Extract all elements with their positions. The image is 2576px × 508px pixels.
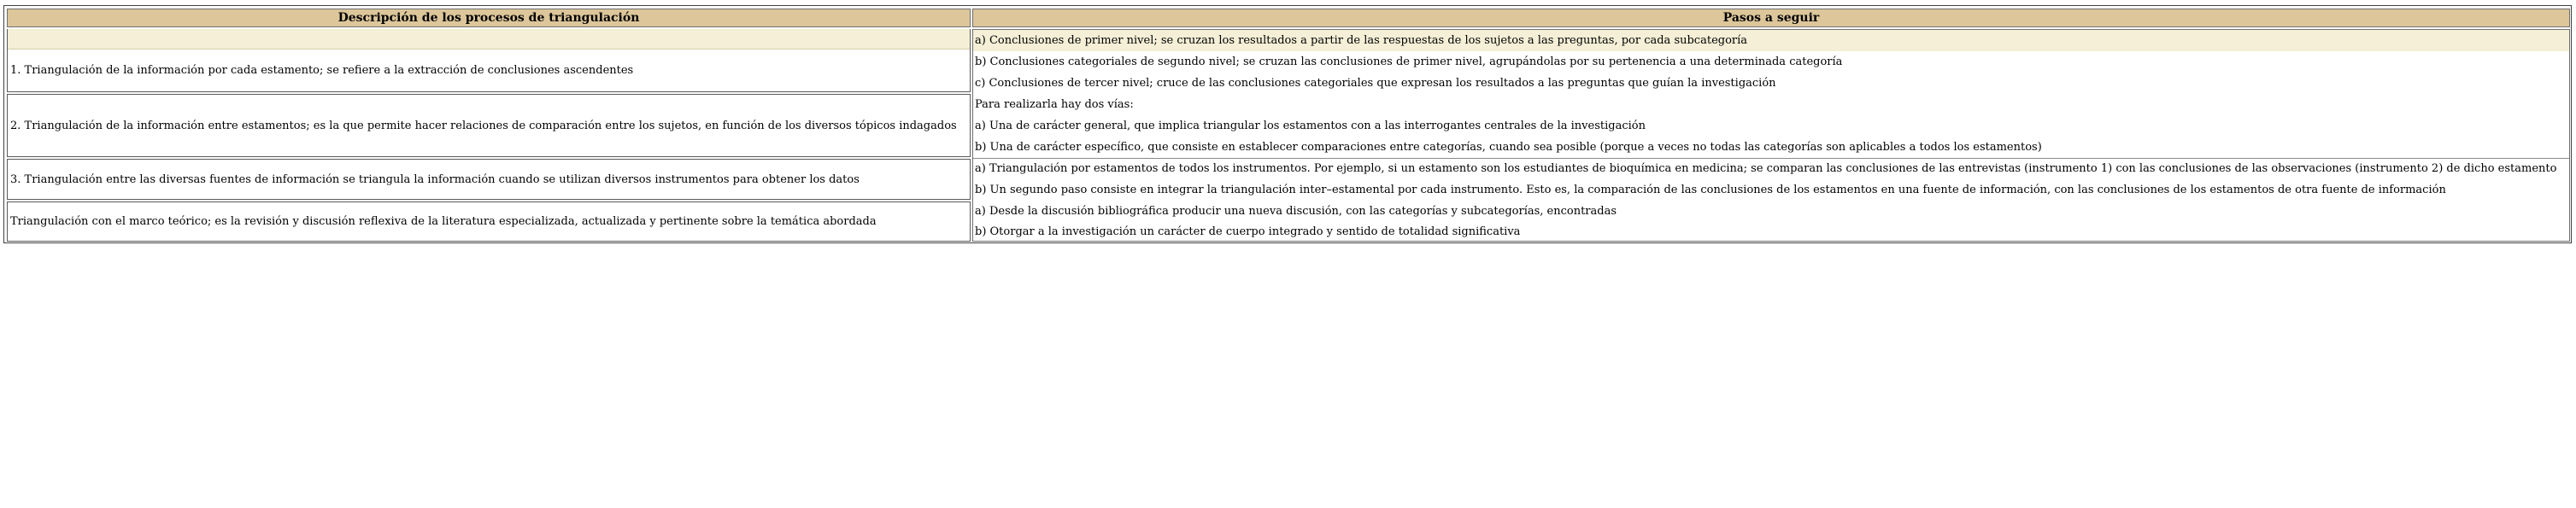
header-steps: Pasos a seguir [972, 9, 2570, 27]
step-2-intro: Para realizarla hay dos vías: [975, 98, 1134, 111]
step-2b: b) Una de carácter específico, que consiste en establecer comparaciones entre categorías, cuando sea posible (porque a veces no todas las categorías son aplicables a todos los estamentos) [975, 141, 2042, 154]
description-text-1: 1. Triangulación de la información por cada estamento; se refiere a la extracción de conclusiones ascendentes [10, 64, 634, 77]
description-cell-3: 3. Triangulación entre las diversas fuentes de información se triangula la información cuando se utilizan diversos instrumentos para obtener los datos [7, 159, 971, 200]
step-4b: b) Otorgar a la investigación un carácter de cuerpo integrado y sentido de totalidad significativa [975, 225, 1521, 238]
step-4a: a) Desde la discusión bibliográfica producir una nueva discusión, con las categorías y subcategorías, encontradas [975, 205, 1617, 218]
highlight-strip [8, 29, 970, 50]
triangulation-table [3, 5, 2572, 243]
step-1b: b) Conclusiones categoriales de segundo nivel; se cruzan las conclusiones de primer nivel, agrupándolas por su pertenencia a una determinada categoría [975, 55, 1843, 68]
header-description: Descripción de los procesos de triangulación [7, 9, 971, 27]
step-1c: c) Conclusiones de tercer nivel; cruce de las conclusiones categoriales que expresan los resultados a las preguntas que guían la investigación [975, 77, 1776, 90]
description-cell-4: Triangulación con el marco teórico; es la revisión y discusión reflexiva de la literatura especializada, actualizada y pertinente sobre la temática abordada [7, 201, 971, 242]
step-3b: b) Un segundo paso consiste en integrar la triangulación inter–estamental por cada instrumento. Esto es, la comparación de las conclusiones de los estamentos en una fuente de información, con las conclusiones de los estamentos de otra fuente de información [975, 184, 2446, 196]
description-cell-2: 2. Triangulación de la información entre estamentos; es la que permite hacer relaciones de comparación entre los sujetos, en función de los diversos tópicos indagados [7, 94, 971, 157]
step-3a: a) Triangulación por estamentos de todos los instrumentos. Por ejemplo, si un estamento son los estudiantes de bioquímica en medicina; se comparan las conclusiones de las entrevistas (instrumento 1) con las conclusiones de las observaciones (instrumento 2) de dicho estamento [975, 162, 2557, 175]
step-1a: a) Conclusiones de primer nivel; se cruzan los resultados a partir de las respuestas de los sujetos a las preguntas, por cada subcategoría [973, 30, 2569, 51]
step-2a: a) Una de carácter general, que implica triangular los estamentos con a las interrogantes centrales de la investigación [975, 120, 1646, 132]
description-cell-1 [7, 29, 971, 92]
steps-column [972, 29, 2570, 242]
